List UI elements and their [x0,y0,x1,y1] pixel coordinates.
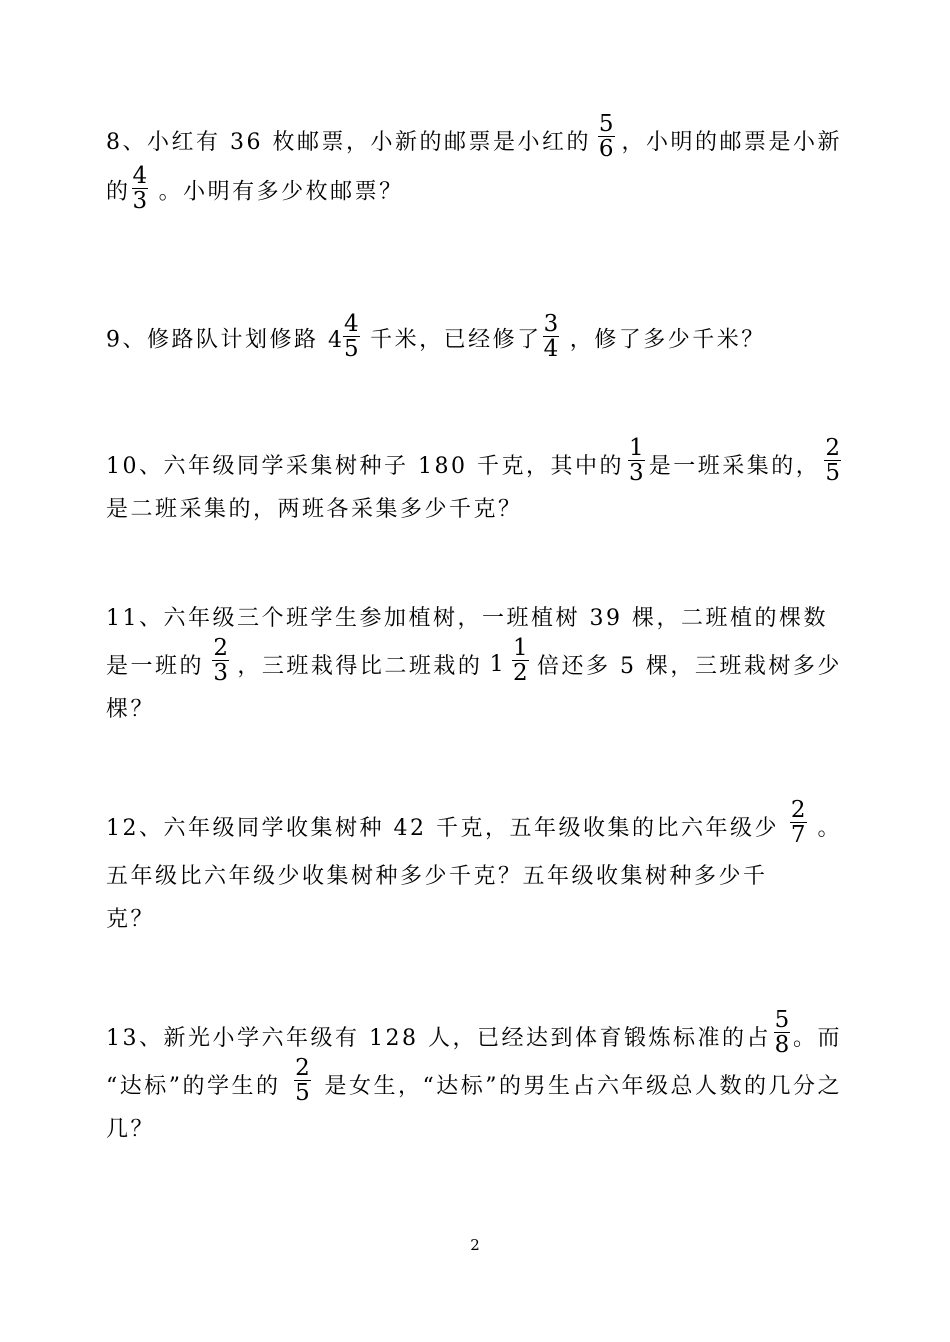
fraction-numerator: 2 [825,434,840,461]
fraction-denominator: 5 [344,336,359,362]
fraction [824,436,841,485]
problem-13 [106,1006,842,1152]
problem-10 [106,434,842,532]
problem-text: 8、小红有 36 枚邮票，小新的邮票是小红的 [106,129,591,155]
fraction [132,164,149,213]
problem-text: 是一班采集的， [648,453,821,479]
problem-line [106,492,842,532]
problem-text: “达标”的学生的 [106,1073,281,1099]
fraction [212,636,229,685]
mixed-number-whole: 4 [328,328,342,353]
problem-text: 倍还多 5 棵，三班栽树多少 [536,653,842,679]
problem-line [106,1054,842,1106]
problem-text: 是一班的 [106,653,205,679]
fraction-denominator: 3 [132,188,148,214]
problem-line [106,796,842,848]
fraction-denominator: 6 [598,135,614,162]
problem-line [106,1112,842,1152]
fraction-numerator: 4 [344,311,359,337]
problem-text: 克？ [106,907,156,932]
problem-line [106,110,842,162]
problem-text: ，三班栽得比二班栽的 [237,653,483,679]
problem-text: 10、六年级同学采集树种子 180 千克，其中的 [106,453,624,479]
problem-line [106,634,842,686]
fraction-numerator: 4 [132,163,148,189]
fraction-denominator: 4 [543,336,559,362]
problem-8 [106,110,842,214]
fraction-numerator: 1 [629,434,644,461]
fraction [790,798,807,847]
problem-line [106,692,842,732]
problem-11 [106,596,842,732]
problem-text: 。小明有多少枚邮票？ [149,179,404,205]
fraction-numerator: 2 [295,1054,310,1081]
page-number: 2 [470,1236,480,1254]
fraction-denominator: 5 [295,1079,310,1106]
fraction-numerator: 2 [213,634,228,661]
problem-text: 11、六年级三个班学生参加植树，一班植树 39 棵，二班植的棵数 [106,605,828,631]
fraction [774,1008,791,1057]
problem-text: 13、新光小学六年级有 128 人，已经达到体育锻炼标准的占 [106,1025,771,1051]
problem-text: ，修了多少千米？ [560,327,766,353]
problem-line [106,434,842,486]
fraction [512,636,529,685]
problem-line [106,163,842,214]
problem-text: 是二班采集的，两班各采集多少千克？ [106,497,523,522]
fraction [598,112,615,161]
fraction-numerator: 2 [790,796,806,823]
problem-text: 棵？ [106,697,156,722]
problem-text: 千米，已经修了 [360,327,542,353]
problem-text: ，小明的邮票是小新 [621,129,842,155]
problem-line [106,596,842,636]
problem-text: 9、修路队计划修路 [106,327,328,353]
fraction [543,312,560,361]
mixed-number-whole: 1 [489,651,504,677]
problem-text: 是女生，“达标”的男生占六年级总人数的几分之 [324,1073,842,1099]
fraction [628,436,645,485]
fraction [294,1056,311,1105]
fraction-numerator: 5 [774,1006,790,1033]
problem-line [106,854,842,894]
fraction-numerator: 3 [543,311,559,337]
fraction-numerator: 5 [598,110,614,137]
fraction-denominator: 7 [790,821,806,848]
problem-9 [106,311,842,362]
problem-text: 12、六年级同学收集树种 42 千克，五年级收集的比六年级少 [106,815,779,841]
problem-line [106,1006,842,1058]
fraction-denominator: 2 [512,659,528,686]
problem-line [106,311,842,362]
problem-text: 五年级比六年级少收集树种多少千克？五年级收集树种多少千 [106,863,768,889]
problem-line [106,902,842,942]
fraction-denominator: 3 [213,659,228,686]
fraction-denominator: 3 [629,459,644,486]
fraction-numerator: 1 [512,634,528,661]
problem-text: 。 [817,815,842,841]
problem-text: 几？ [106,1117,156,1142]
problem-text: 的 [106,179,131,205]
problem-12 [106,796,842,942]
fraction-denominator: 5 [825,459,840,486]
fraction [343,312,360,361]
problem-text: 。而 [792,1025,842,1051]
fraction-denominator: 8 [774,1031,790,1058]
